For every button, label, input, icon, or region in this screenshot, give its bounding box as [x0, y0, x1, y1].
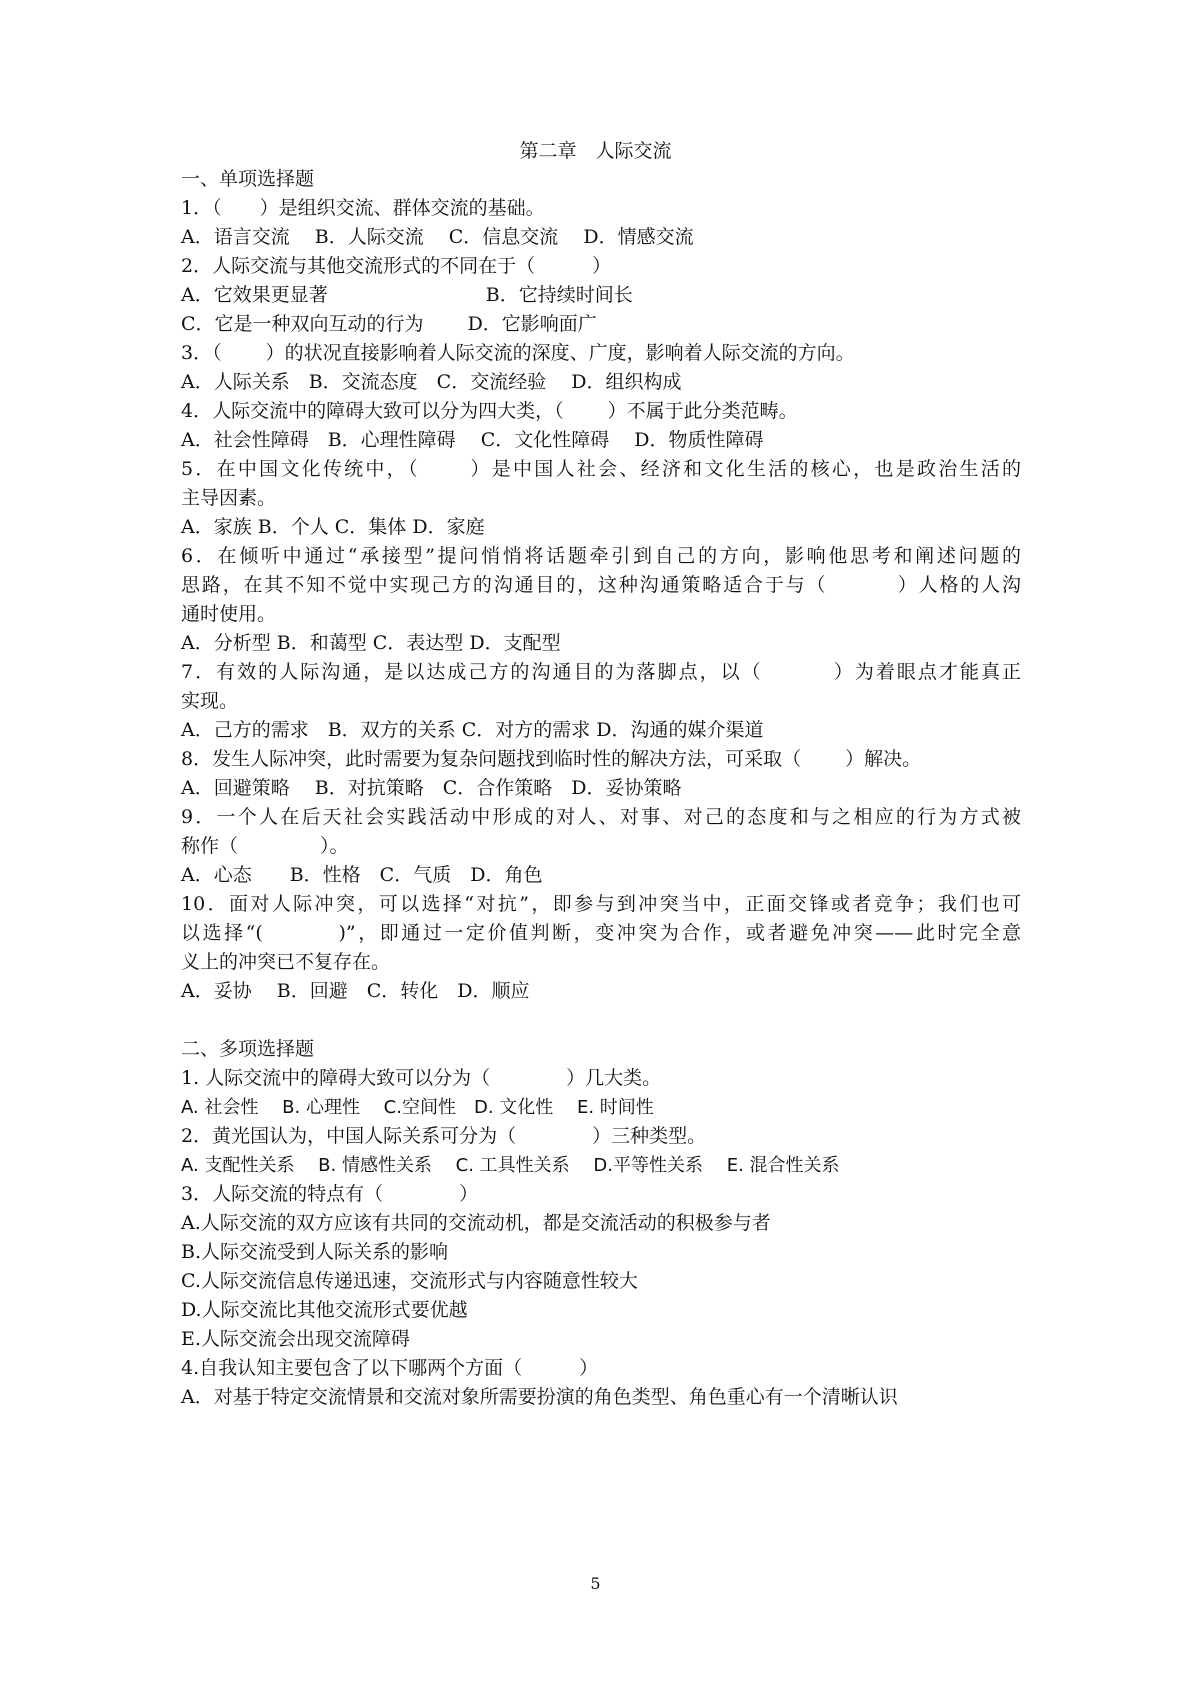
question-stem-line: 1. 人际交流中的障碍大致可以分为（ ）几大类。 — [181, 1067, 662, 1089]
question-options: D.人际交流比其他交流形式要优越 — [181, 1299, 468, 1321]
question-stem-line: 思路，在其不知不觉中实现己方的沟通目的，这种沟通策略适合于与（ ）人格的人沟 — [181, 574, 1021, 596]
question-options: A．对基于特定交流情景和交流对象所需要扮演的角色类型、角色重心有一个清晰认识 — [181, 1386, 898, 1408]
question-stem-line: 义上的冲突已不复存在。 — [181, 951, 391, 973]
question-stem-line: 以选择“( )”，即通过一定价值判断，变冲突为合作，或者避免冲突——此时完全意 — [181, 922, 1021, 944]
question-options: A．语言交流 B．人际交流 C．信息交流 D．情感交流 — [181, 226, 694, 248]
question-stem-line: 5．在中国文化传统中，（ ）是中国人社会、经济和文化生活的核心，也是政治生活的 — [181, 458, 1021, 480]
question-options: A．心态 B．性格 C．气质 D．角色 — [181, 864, 543, 886]
chapter-title: 第二章 人际交流 — [519, 140, 672, 162]
question-stem-line: 7．有效的人际沟通，是以达成己方的沟通目的为落脚点，以（ ）为着眼点才能真正 — [181, 661, 1021, 683]
question-stem-line: 4．人际交流中的障碍大致可以分为四大类，（ ）不属于此分类范畴。 — [181, 400, 798, 422]
section-heading-single-choice: 一、单项选择题 — [181, 168, 315, 190]
question-options: B.人际交流受到人际关系的影响 — [181, 1241, 449, 1263]
question-stem-line: 2．人际交流与其他交流形式的不同在于（ ） — [181, 255, 612, 277]
question-stem-line: 通时使用。 — [181, 603, 277, 625]
question-options: A.人际交流的双方应该有共同的交流动机，都是交流活动的积极参与者 — [181, 1212, 771, 1234]
question-stem-line: 称作（ ）。 — [181, 835, 349, 857]
question-options: A．分析型 B．和蔼型 C．表达型 D．支配型 — [181, 632, 561, 654]
question-options: A．回避策略 B．对抗策略 C．合作策略 D．妥协策略 — [181, 777, 682, 799]
question-stem-line: 实现。 — [181, 690, 239, 712]
question-options: A．人际关系 B．交流态度 C．交流经验 D．组织构成 — [181, 371, 682, 393]
question-stem-line: 3．人际交流的特点有（ ） — [181, 1183, 479, 1205]
question-stem-line: 9．一个人在后天社会实践活动中形成的对人、对事、对己的态度和与之相应的行为方式被 — [181, 806, 1021, 828]
question-options: A．妥协 B．回避 C．转化 D．顺应 — [181, 980, 530, 1002]
question-stem-line: 1．（ ）是组织交流、群体交流的基础。 — [181, 197, 545, 219]
page-number: 5 — [590, 1574, 601, 1593]
question-options: A．己方的需求 B．双方的关系 C．对方的需求 D．沟通的媒介渠道 — [181, 719, 764, 741]
question-stem-line: 4.自我认知主要包含了以下哪两个方面（ ） — [181, 1357, 599, 1379]
question-options: A．家族 B．个人 C．集体 D．家庭 — [181, 516, 485, 538]
question-stem-line: 3．（ ）的状况直接影响着人际交流的深度、广度，影响着人际交流的方向。 — [181, 342, 855, 364]
question-stem-line: 主导因素。 — [181, 487, 277, 509]
question-stem-line: 10．面对人际冲突，可以选择“对抗”，即参与到冲突当中，正面交锋或者竞争；我们也可 — [181, 893, 1021, 915]
question-options: E.人际交流会出现交流障碍 — [181, 1328, 410, 1350]
question-options: A．它效果更显著 B．它持续时间长 — [181, 284, 633, 306]
section-heading-multiple-choice: 二、多项选择题 — [181, 1038, 315, 1060]
question-options: C．它是一种双向互动的行为 D．它影响面广 — [181, 313, 597, 335]
question-stem-line: 8．发生人际冲突，此时需要为复杂问题找到临时性的解决方法，可采取（ ）解决。 — [181, 748, 922, 770]
question-stem-line: 6．在倾听中通过“承接型”提问悄悄将话题牵引到自己的方向，影响他思考和阐述问题的 — [181, 545, 1021, 567]
question-options: A. 社会性 B. 心理性 C.空间性 D. 文化性 E. 时间性 — [181, 1097, 654, 1118]
question-options: A．社会性障碍 B．心理性障碍 C．文化性障碍 D．物质性障碍 — [181, 429, 764, 451]
question-options: A. 支配性关系 B. 情感性关系 C. 工具性关系 D.平等性关系 E. 混合性关系 — [181, 1155, 840, 1176]
question-options: C.人际交流信息传递迅速，交流形式与内容随意性较大 — [181, 1270, 638, 1292]
question-stem-line: 2．黄光国认为，中国人际关系可分为（ ）三种类型。 — [181, 1125, 707, 1147]
